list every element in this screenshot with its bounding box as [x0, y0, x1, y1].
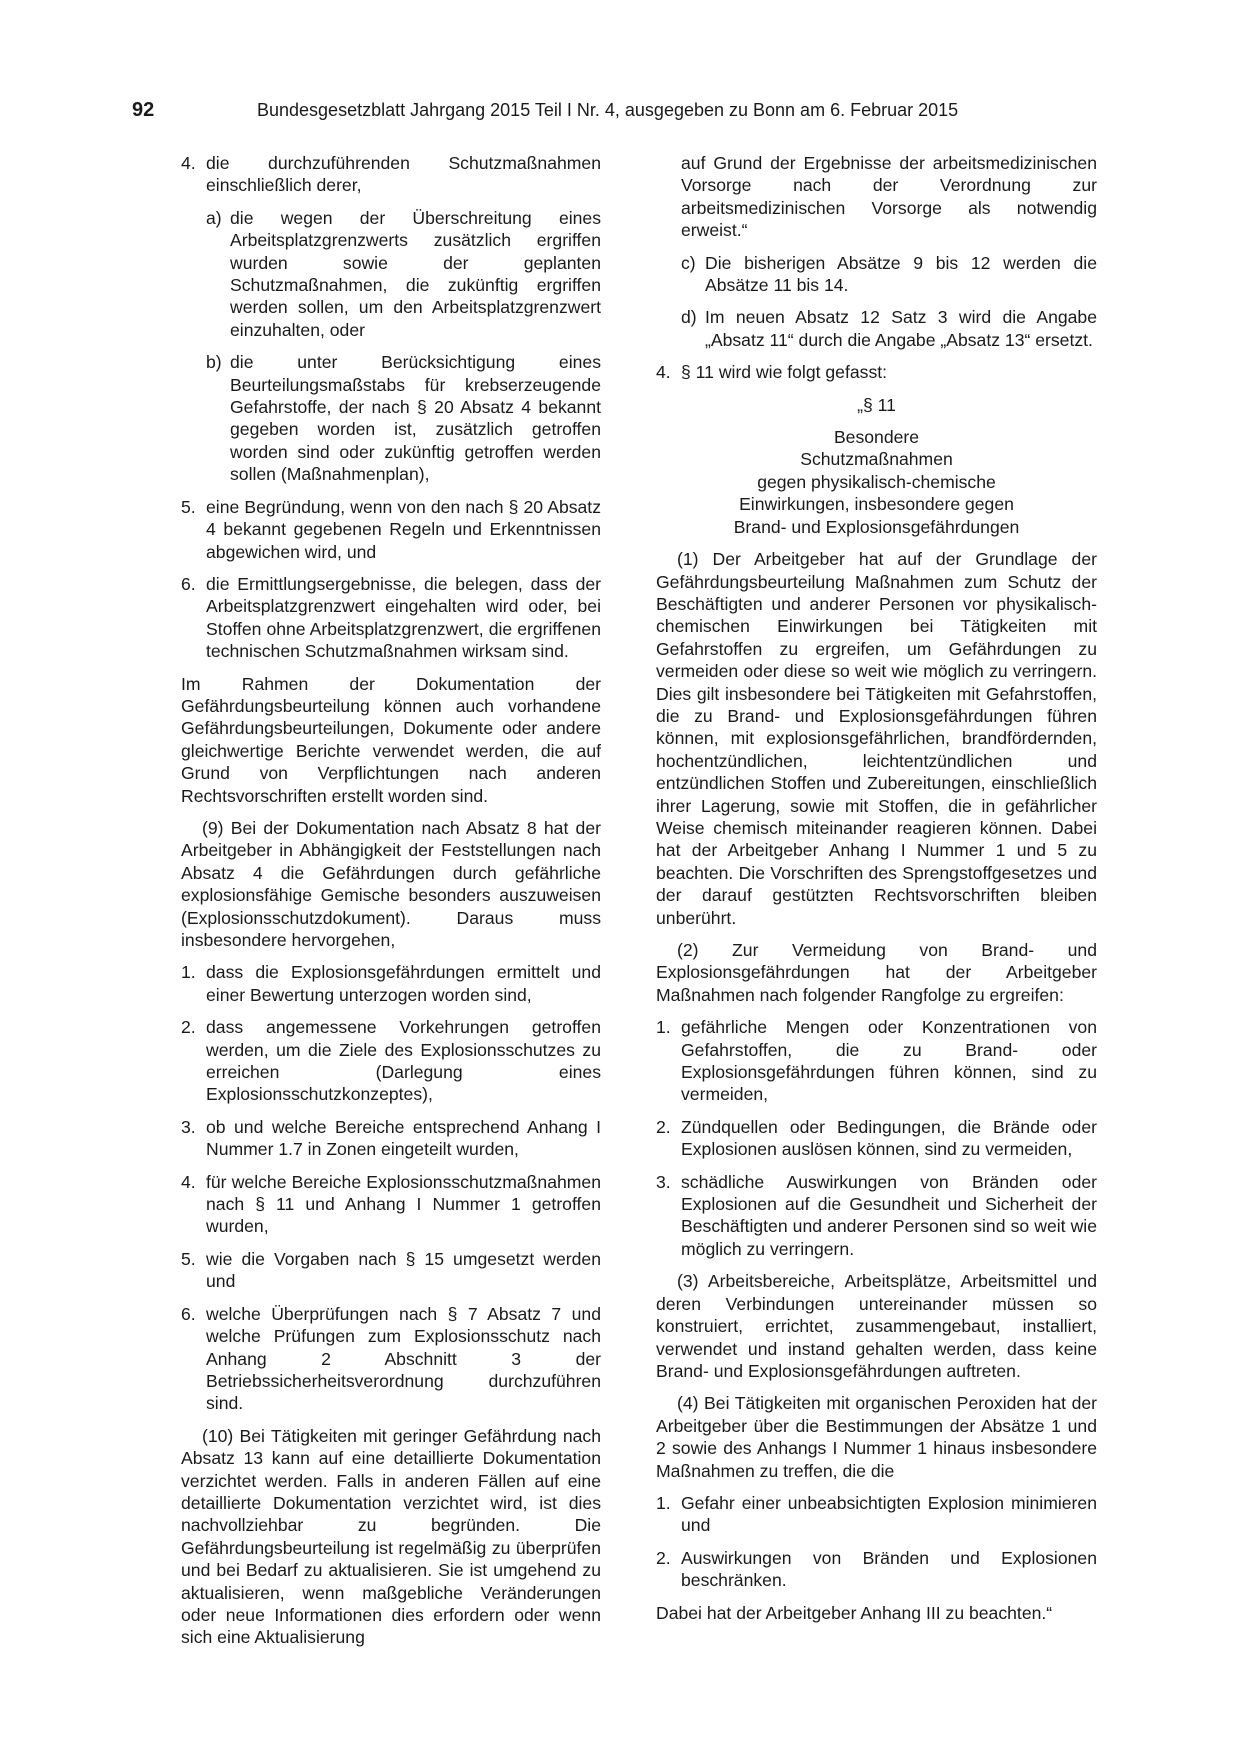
item-text: Auswirkungen von Bränden und Explosionen beschränken.: [681, 1547, 1097, 1591]
running-head: Bundesgesetzblatt Jahrgang 2015 Teil I Nr. 4, ausgegeben zu Bonn am 6. Februar 2015: [257, 100, 959, 120]
section-title-line: Besondere: [833, 427, 920, 448]
item-text: schädliche Auswirkungen von Bränden oder Explosionen auf die Gesundheit und Sicherheit der Beschäftigten und anderer Personen sind so weit wie möglich zu verringern.: [681, 1171, 1097, 1259]
left-column: [181, 152, 601, 1659]
item-text: eine Begründung, wenn von den nach § 20 Absatz 4 bekannt gegebenen Regeln und Erkenntnissen abgewichen wird, und: [206, 496, 601, 562]
item-number: c): [681, 252, 696, 273]
right-column: [656, 152, 1097, 1634]
paragraph: Dabei hat der Arbeitgeber Anhang III zu beachten.“: [656, 1602, 1053, 1623]
item-number: d): [681, 307, 697, 328]
item-number: 4.: [181, 153, 196, 173]
list-item: [181, 1016, 601, 1106]
item-number: 2.: [656, 1547, 671, 1568]
item-text: die wegen der Überschreitung eines Arbeitsplatzgrenzwerts zusätzlich ergriffen wurden sowie der geplanten Schutzmaßnahmen, die zukünftig ergriffen werden sollen, um den Arbeitsplatzgrenzwert einzuhalten, oder: [230, 207, 601, 340]
list-item: [181, 1248, 601, 1293]
paragraph: (1) Der Arbeitgeber hat auf der Grundlage der Gefährdungsbeurteilung Maßnahmen zum Schutz der Beschäftigten und anderer Personen vor physikalisch-chemischen Einwirkungen bei Tätigkeiten mit Gefahrstoffen zu ergreifen, um Gefährdungen zu vermeiden oder diese so weit wie möglich zu verringern. Dies gilt insbesondere bei Tätigkeiten mit Gefahrstoffen, die zu Brand- und Explosionsgefährdungen führen können, mit explosionsgefährlichen, brandfördernden, hochentzündlichen, leichtentzündlichen und entzündlichen Stoffen und Zubereitungen, einschließlich ihrer Lagerung, sowie mit Stoffen, die in gefährlicher Weise chemisch miteinander reagieren können. Dabei hat der Arbeitgeber Anhang I Nummer 1 und 5 zu beachten. Die Vorschriften des Sprengstoffgesetzes und der darauf gestützten Rechtsvorschriften bleiben unberührt.: [656, 549, 1097, 928]
section-title-line: Brand- und Explosionsgefährdungen: [733, 516, 1020, 537]
item-text: die Ermittlungsergebnisse, die belegen, dass der Arbeitsplatzgrenzwert eingehalten wird oder, bei Stoffen ohne Arbeitsplatzgrenzwert, die ergriffenen technischen Schutzmaßnahmen wirksam sind.: [206, 573, 601, 662]
list-item: [656, 1016, 1097, 1106]
list-item: [181, 152, 601, 197]
list-item: [181, 496, 601, 563]
item-text: ob und welche Bereiche entsprechend Anhang I Nummer 1.7 in Zonen eingeteilt wurden,: [206, 1116, 601, 1160]
item-text: die unter Berücksichtigung eines Beurteilungsmaßstabs für krebserzeugende Gefahrstoffe, der nach § 20 Absatz 4 bekannt gegeben worden ist, zusätzlich getroffen worden sind oder zukünftig getroffen werden sollen (Maßnahmenplan),: [230, 352, 601, 485]
paragraph: auf Grund der Ergebnisse der arbeitsmedizinischen Vorsorge nach der Verordnung zur arbeitsmedizinischen Vorsorge als notwendig erweist.“: [681, 153, 1097, 241]
item-number: 5.: [181, 496, 196, 517]
paragraph: (2) Zur Vermeidung von Brand- und Explosionsgefährdungen hat der Arbeitgeber Maßnahmen nach folgender Rangfolge zu ergreifen:: [656, 940, 1097, 1005]
list-item: [181, 573, 601, 663]
item-text: Im neuen Absatz 12 Satz 3 wird die Angabe „Absatz 11“ durch die Angabe „Absatz 13“ ersetzt.: [705, 307, 1097, 350]
item-text: Die bisherigen Absätze 9 bis 12 werden die Absätze 11 bis 14.: [705, 252, 1097, 296]
item-number: 1.: [656, 1492, 671, 1513]
item-number: 2.: [181, 1017, 196, 1038]
paragraph: Im Rahmen der Dokumentation der Gefährdungsbeurteilung können auch vorhandene Gefährdungsbeurteilungen, Dokumente oder andere gleichwertige Berichte verwendet werden, die auf Grund von Verpflichtungen nach anderen Rechtsvorschriften erstellt worden sind.: [181, 673, 601, 806]
item-text: für welche Bereiche Explosionsschutzmaßnahmen nach § 11 und Anhang I Nummer 1 getroffen wurden,: [206, 1171, 601, 1237]
list-item: [181, 1171, 601, 1238]
list-item: [206, 351, 601, 485]
item-text: dass die Explosionsgefährdungen ermittelt und einer Bewertung unterzogen worden sind,: [206, 962, 601, 1005]
list-item: [181, 1303, 601, 1415]
list-item: [681, 306, 1097, 351]
item-number: b): [206, 352, 222, 373]
section-title-line: gegen physikalisch-chemische: [757, 471, 996, 492]
item-text: Gefahr einer unbeabsichtigten Explosion minimieren und: [681, 1492, 1097, 1536]
list-item: [656, 1116, 1097, 1161]
item-text: § 11 wird wie folgt gefasst:: [681, 362, 888, 383]
section-title-line: Schutzmaßnahmen: [800, 449, 953, 470]
paragraph: (9) Bei der Dokumentation nach Absatz 8 hat der Arbeitgeber in Abhängigkeit der Feststellungen nach Absatz 4 die Gefährdungen durch gefährliche explosionsfähige Gemische besonders auszuweisen (Explosionsschutzdokument). Daraus muss insbesondere hervorgehen,: [181, 817, 601, 950]
item-number: 1.: [656, 1017, 671, 1038]
item-number: a): [206, 207, 222, 228]
section-title: [656, 426, 1097, 538]
paragraph: (10) Bei Tätigkeiten mit geringer Gefährdung nach Absatz 13 kann auf eine detaillierte Dokumentation verzichtet werden. Falls in anderen Fällen auf eine detaillierte Dokumentation verzichtet wird, ist dies nachvollziehbar zu begründen. Die Gefährdungsbeurteilung ist regelmäßig zu überprüfen und bei Bedarf zu aktualisieren. Sie ist umgehend zu aktualisieren, wenn maßgebliche Veränderungen oder neue Informationen dies erfordern oder wenn sich eine Aktualisierung: [181, 1425, 601, 1648]
item-number: 2.: [656, 1116, 671, 1137]
list-item: [656, 361, 1097, 383]
page-number: 92: [132, 99, 155, 121]
list-item: [181, 961, 601, 1006]
item-text: welche Überprüfungen nach § 7 Absatz 7 und welche Prüfungen zum Explosionsschutz nach Anhang 2 Abschnitt 3 der Betriebssicherheitsverordnung durchzuführen sind.: [206, 1303, 601, 1414]
item-number: 3.: [181, 1116, 196, 1137]
item-number: 5.: [181, 1248, 196, 1269]
page-header: [132, 99, 1112, 123]
item-text: dass angemessene Vorkehrungen getroffen werden, um die Ziele des Explosionsschutzes zu erreichen (Darlegung eines Explosionsschutzkonzeptes),: [206, 1017, 601, 1105]
list-item: [206, 207, 601, 341]
section-number: „§ 11: [857, 394, 896, 415]
item-text: die durchzuführenden Schutzmaßnahmen einschließlich derer,: [206, 153, 601, 196]
list-item: [681, 252, 1097, 297]
item-number: 4.: [656, 362, 671, 383]
list-item: [656, 1492, 1097, 1537]
list-item: [656, 1171, 1097, 1261]
item-text: Zündquellen oder Bedingungen, die Brände oder Explosionen auslösen können, sind zu vermeiden,: [681, 1116, 1097, 1160]
item-text: gefährliche Mengen oder Konzentrationen von Gefahrstoffen, die zu Brand- oder Explosionsgefährdungen führen können, sind zu vermeiden,: [681, 1017, 1097, 1105]
paragraph: (4) Bei Tätigkeiten mit organischen Peroxiden hat der Arbeitgeber über die Bestimmungen der Absätze 1 und 2 sowie des Anhangs I Nummer 1 hinaus insbesondere Maßnahmen zu treffen, die die: [656, 1393, 1097, 1481]
list-item: [181, 1116, 601, 1161]
section-title-line: Einwirkungen, insbesondere gegen: [739, 494, 1014, 515]
item-number: 3.: [656, 1171, 671, 1192]
item-number: 1.: [181, 962, 196, 983]
item-number: 4.: [181, 1171, 196, 1192]
item-text: wie die Vorgaben nach § 15 umgesetzt werden und: [206, 1248, 601, 1292]
item-number: 6.: [181, 1303, 196, 1324]
item-number: 6.: [181, 573, 196, 594]
list-item: [656, 1547, 1097, 1592]
paragraph: (3) Arbeitsbereiche, Arbeitsplätze, Arbeitsmittel und deren Verbindungen untereinander müssen so konstruiert, errichtet, zusammengebaut, installiert, verwendet und instand gehalten werden, dass keine Brand- und Explosionsgefährdungen auftreten.: [656, 1271, 1097, 1381]
